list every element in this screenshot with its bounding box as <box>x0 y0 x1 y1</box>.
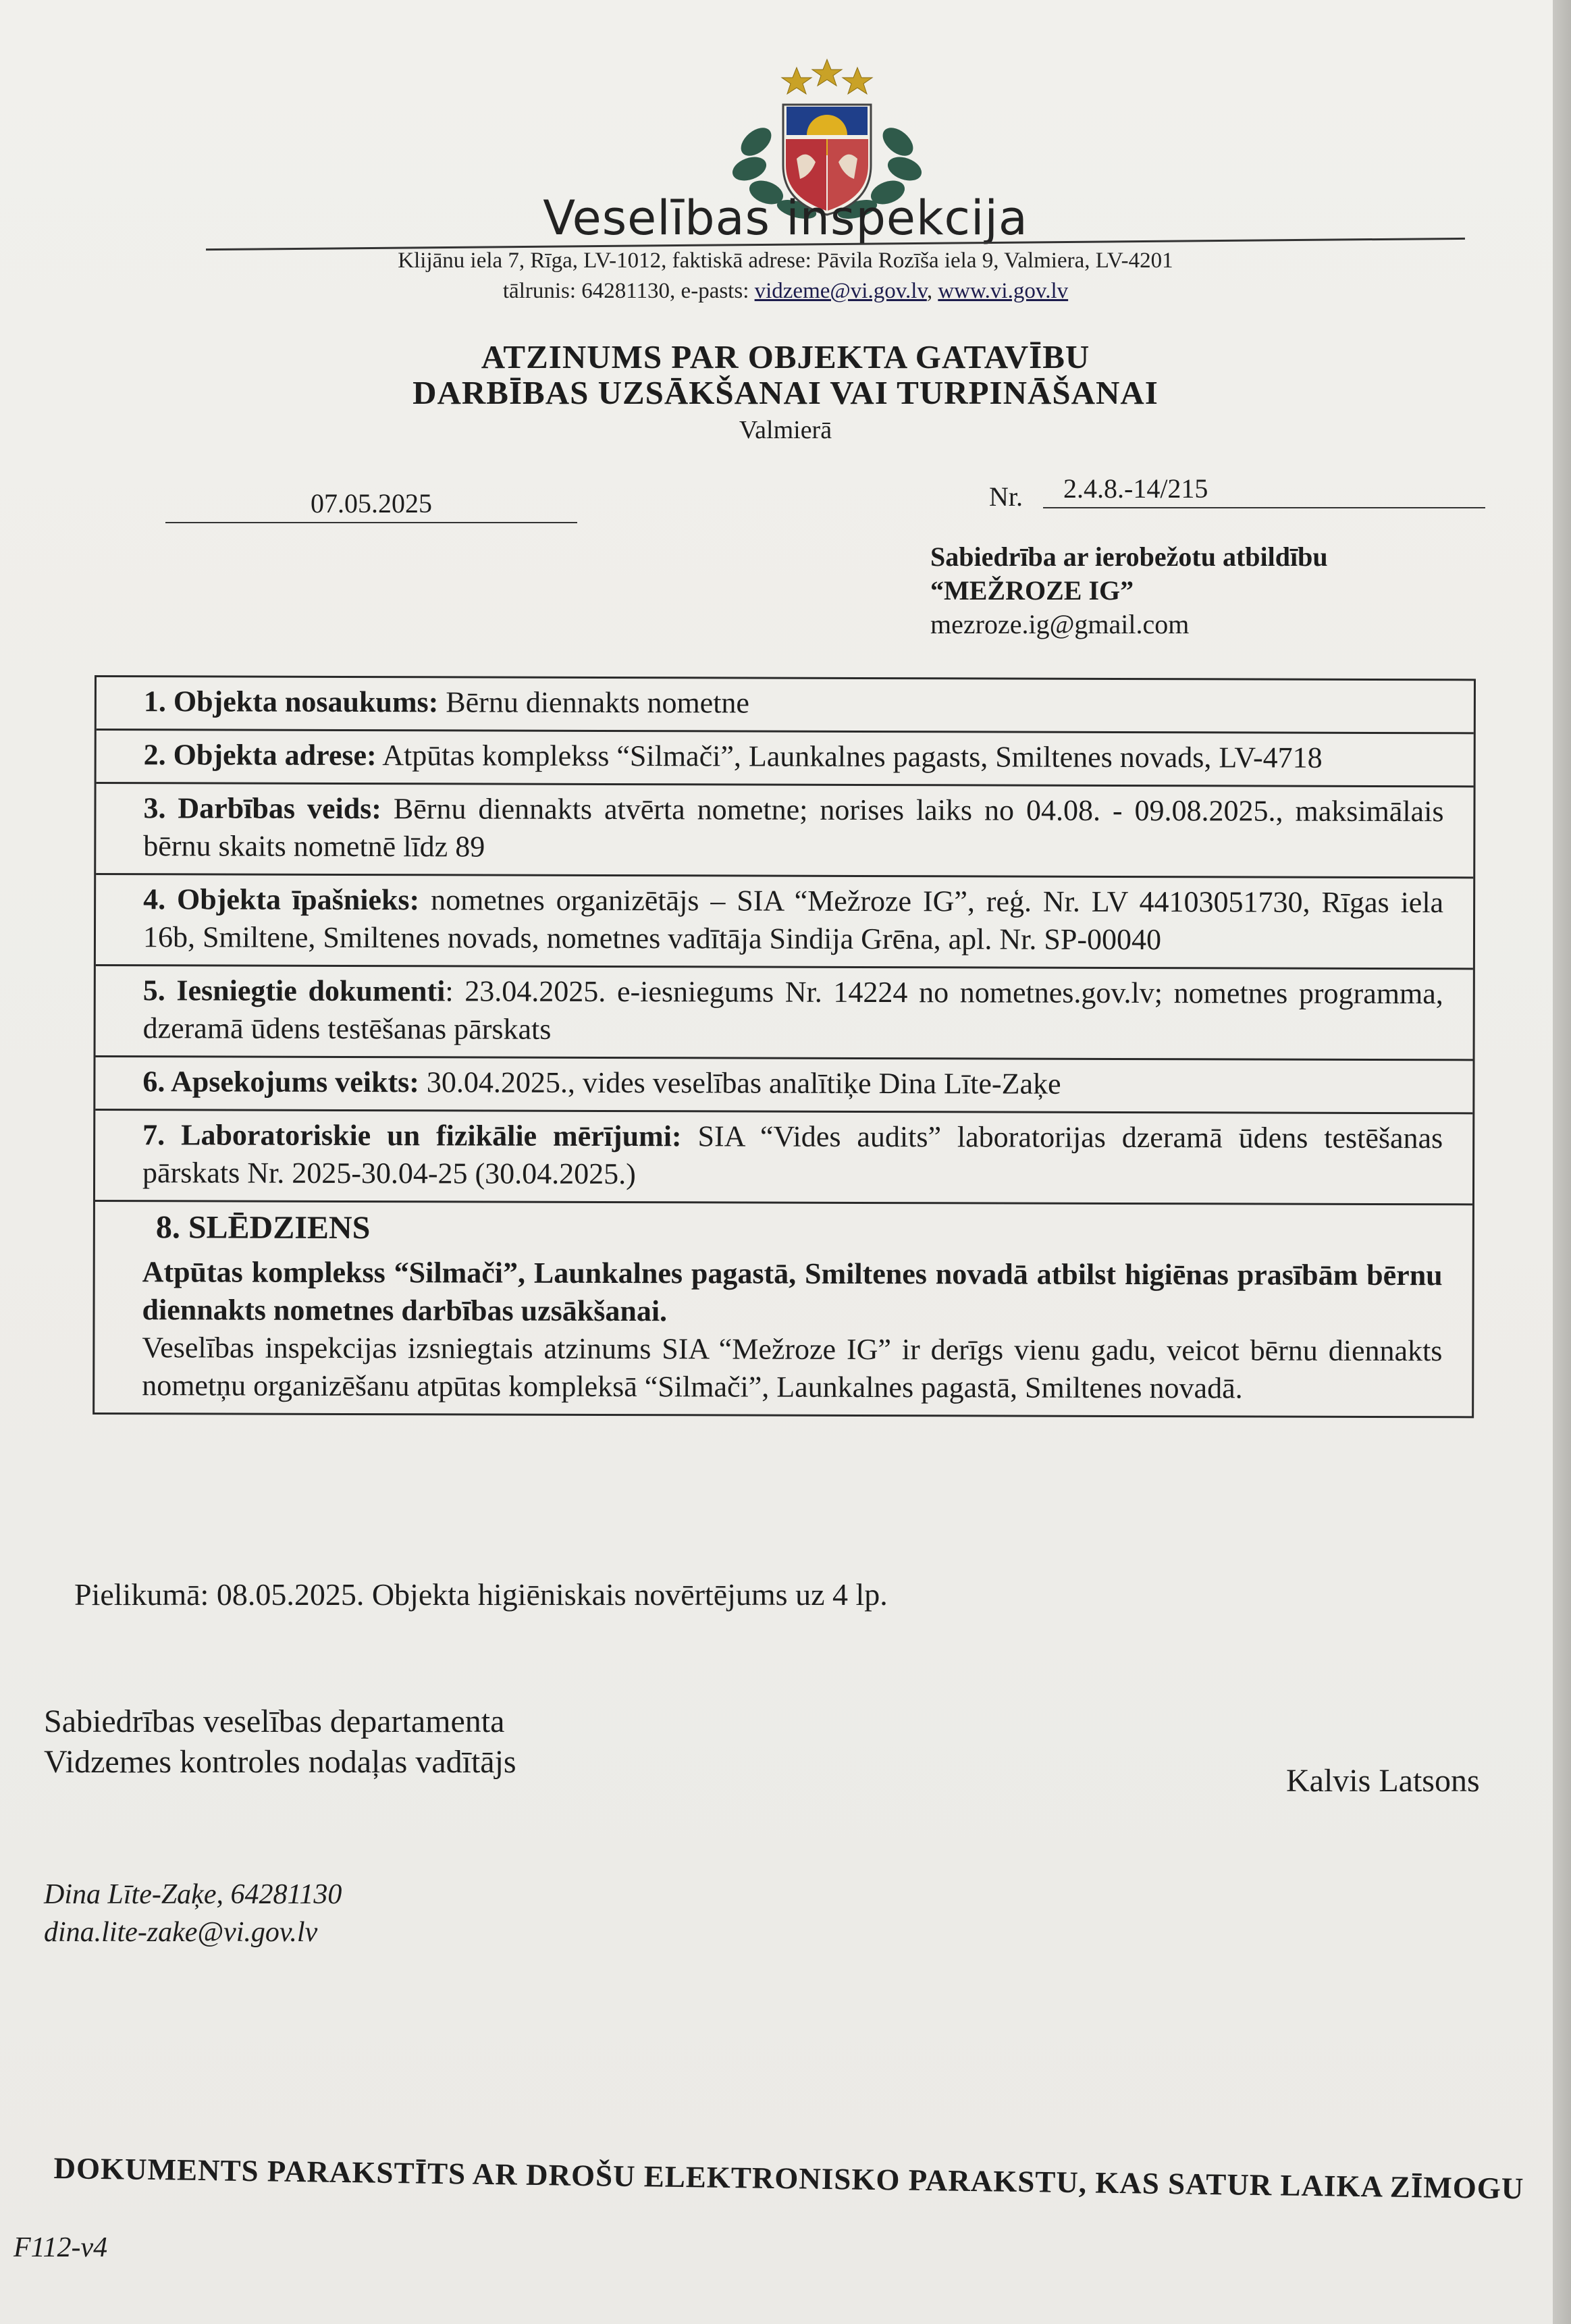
row-label: 2. Objekta adrese: <box>143 738 377 772</box>
opinion-table <box>92 675 1476 1418</box>
row-text: SIA “Vides audits” laboratorijas dzeramā ūdens testēšanas pārskats Nr. 2025-30.04-25 (30.04.2025.) <box>142 1119 1443 1191</box>
agency-email-link[interactable]: vidzeme@vi.gov.lv <box>754 279 927 303</box>
form-code: F112-v4 <box>14 2232 108 2263</box>
conclusion-row <box>95 1202 1472 1416</box>
contact-email: dina.lite-zake@vi.gov.lv <box>44 1917 318 1948</box>
table-row <box>96 875 1473 970</box>
row-text: nometnes organizētājs – SIA “Mežroze IG”, reģ. Nr. LV 44103051730, Rīgas iela 16b, Smiltene, Smiltenes novads, nometnes vadītāja Sindija Grēna, apl. Nr. SP-00040 <box>142 883 1444 957</box>
agency-name: Veselības inspekcija <box>543 190 1028 246</box>
row-label: 6. Apsekojums veikts: <box>142 1065 419 1099</box>
row-label: 1. Objekta nosaukums: <box>143 685 439 719</box>
document-title-line1: ATZINUMS PAR OBJEKTA GATAVĪBU <box>481 338 1090 375</box>
signatory-name: Kalvis Latsons <box>1286 1763 1480 1799</box>
document-number: 2.4.8.-14/215 <box>1043 473 1485 508</box>
table-row <box>97 731 1474 787</box>
agency-phone: tālrunis: 64281130, e-pasts: <box>502 279 755 303</box>
table-row <box>96 784 1473 878</box>
agency-website-link[interactable]: www.vi.gov.lv <box>938 279 1069 303</box>
row-label: 4. Objekta īpašnieks: <box>143 882 420 917</box>
document-date: 07.05.2025 <box>165 487 577 523</box>
row-text: Bērnu diennakts atvērta nometne; norises laiks no 04.08. - 09.08.2025., maksimālais bērnu skaits nometnē līdz 89 <box>143 792 1444 864</box>
row-text: Atpūtas komplekss “Silmači”, Launkalnes pagasts, Smiltenes novads, LV-4718 <box>376 739 1323 774</box>
table-row <box>95 1057 1472 1114</box>
agency-contacts <box>0 279 1571 304</box>
e-signature-note: DOKUMENTS PARAKSTĪTS AR DROŠU ELEKTRONISKO PARAKSTU, KAS SATUR LAIKA ZĪMOGU <box>53 2151 1524 2206</box>
document-number-label: Nr. <box>989 481 1023 512</box>
position-line1: Sabiedrības veselības departamenta <box>44 1704 505 1739</box>
table-row <box>96 966 1473 1061</box>
row-text: : 23.04.2025. e-iesniegums Nr. 14224 no nometnes.gov.lv; nometnes programma, dzeramā ūdens testēšanas pārskats <box>142 974 1443 1046</box>
conclusion-heading: 8. SLĒDZIENS <box>155 1209 371 1246</box>
signatory-position <box>44 1701 516 1782</box>
paper-edge <box>1553 0 1571 2324</box>
document-title-line2: DARBĪBAS UZSĀKŠANAI VAI TURPINĀŠANAI <box>412 374 1159 411</box>
contact-person <box>44 1876 342 1951</box>
table-row <box>97 677 1474 734</box>
table-row <box>95 1111 1472 1205</box>
conclusion-text: Veselības inspekcijas izsniegtais atzinums SIA “Mežroze IG” ir derīgs vienu gadu, veicot bērnu diennakts nometņu organizēšanu atpūtas kompleksā “Silmači”, Launkalnes pagastā, Smiltenes novadā. <box>142 1331 1443 1405</box>
row-label: 5. Iesniegtie dokumenti <box>142 974 446 1008</box>
row-text: Bērnu diennakts nometne <box>438 685 750 720</box>
attachment-note: Pielikumā: 08.05.2025. Objekta higiēniskais novērtējums uz 4 lp. <box>74 1577 888 1612</box>
conclusion-bold-text: Atpūtas komplekss “Silmači”, Launkalnes pagastā, Smiltenes novadā atbilst higiēnas prasībām bērnu diennakts nometnes darbības uzsākšanai. <box>142 1255 1443 1328</box>
row-label: 3. Darbības veids: <box>143 791 382 826</box>
recipient-email: mezroze.ig@gmail.com <box>930 609 1190 639</box>
position-line2: Vidzemes kontroles nodaļas vadītājs <box>44 1744 516 1780</box>
document-place: Valmierā <box>739 416 832 444</box>
row-label: 7. Laboratoriskie un fizikālie mērījumi: <box>142 1118 682 1153</box>
agency-address: Klijānu iela 7, Rīga, LV-1012, faktiskā adrese: Pāvila Rozīša iela 9, Valmiera, LV-4201 <box>398 248 1173 273</box>
contacts-separator: , <box>926 279 938 303</box>
recipient-name: “MEŽROZE IG” <box>930 575 1134 606</box>
contact-name-phone: Dina Līte-Zaķe, 64281130 <box>44 1879 342 1910</box>
row-text: 30.04.2025., vides veselības analītiķe Dina Līte-Zaķe <box>419 1065 1061 1101</box>
recipient-type: Sabiedrība ar ierobežotu atbildību <box>930 542 1328 572</box>
recipient-block <box>930 540 1328 641</box>
